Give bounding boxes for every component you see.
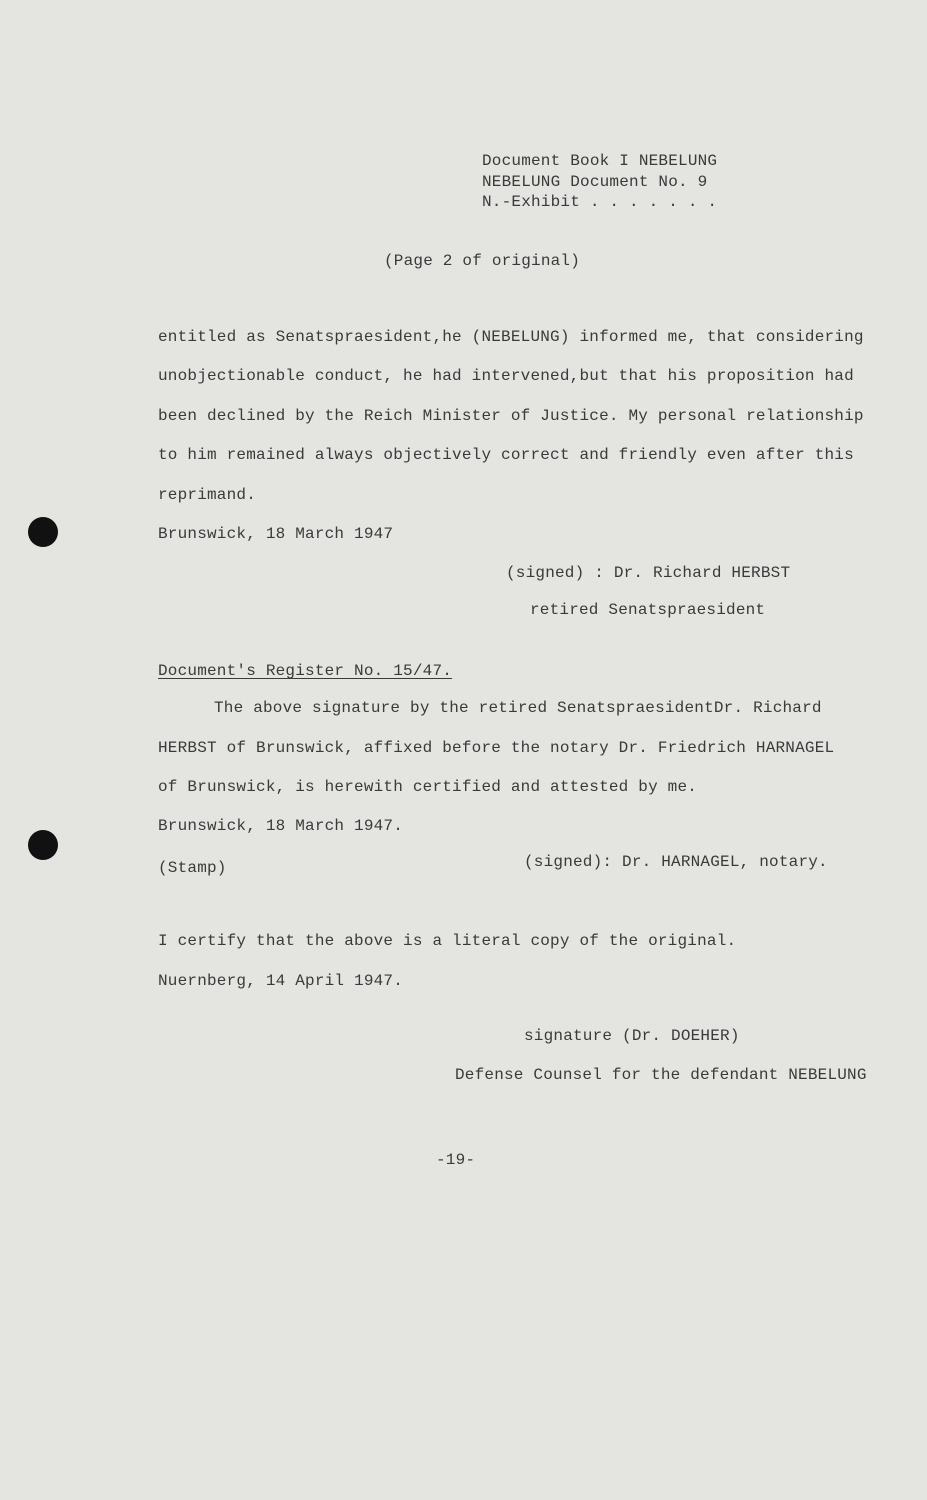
notary-stamp: (Stamp) xyxy=(158,859,227,877)
page-number: -19- xyxy=(436,1151,476,1169)
notary-place-date: Brunswick, 18 March 1947. xyxy=(158,817,404,835)
punch-hole-bottom xyxy=(28,830,58,860)
certification-role: Defense Counsel for the defendant NEBELUNG xyxy=(455,1066,867,1084)
notary-line-3: of Brunswick, is herewith certified and attested by me. xyxy=(158,778,698,796)
punch-hole-top xyxy=(28,517,58,547)
notary-line-1: The above signature by the retired SenatspraesidentDr. Richard xyxy=(214,699,822,717)
certification-signature: signature (Dr. DOEHER) xyxy=(524,1027,740,1045)
header-book: Document Book I NEBELUNG xyxy=(482,152,718,170)
body-line-5: reprimand. xyxy=(158,486,257,504)
body-line-4: to him remained always objectively correct and friendly even after this xyxy=(158,446,854,464)
body-line-3: been declined by the Reich Minister of Justice. My personal relationship xyxy=(158,407,864,425)
body-place-date: Brunswick, 18 March 1947 xyxy=(158,525,394,543)
body-signed: (signed) : Dr. Richard HERBST xyxy=(506,564,791,582)
body-signer-title: retired Senatspraesident xyxy=(530,601,766,619)
body-line-1: entitled as Senatspraesident,he (NEBELUNG) informed me, that considering xyxy=(158,328,864,346)
notary-line-2: HERBST of Brunswick, affixed before the notary Dr. Friedrich HARNAGEL xyxy=(158,739,835,757)
header-document-no: NEBELUNG Document No. 9 xyxy=(482,173,708,191)
page-reference: (Page 2 of original) xyxy=(384,252,581,270)
body-line-2: unobjectionable conduct, he had intervened,but that his proposition had xyxy=(158,367,854,385)
notary-signed: (signed): Dr. HARNAGEL, notary. xyxy=(524,853,828,871)
header-exhibit: N.-Exhibit . . . . . . . xyxy=(482,193,718,211)
notary-register: Document's Register No. 15/47. xyxy=(158,662,453,680)
certification-text: I certify that the above is a literal copy of the original. xyxy=(158,932,737,950)
certification-place-date: Nuernberg, 14 April 1947. xyxy=(158,972,404,990)
